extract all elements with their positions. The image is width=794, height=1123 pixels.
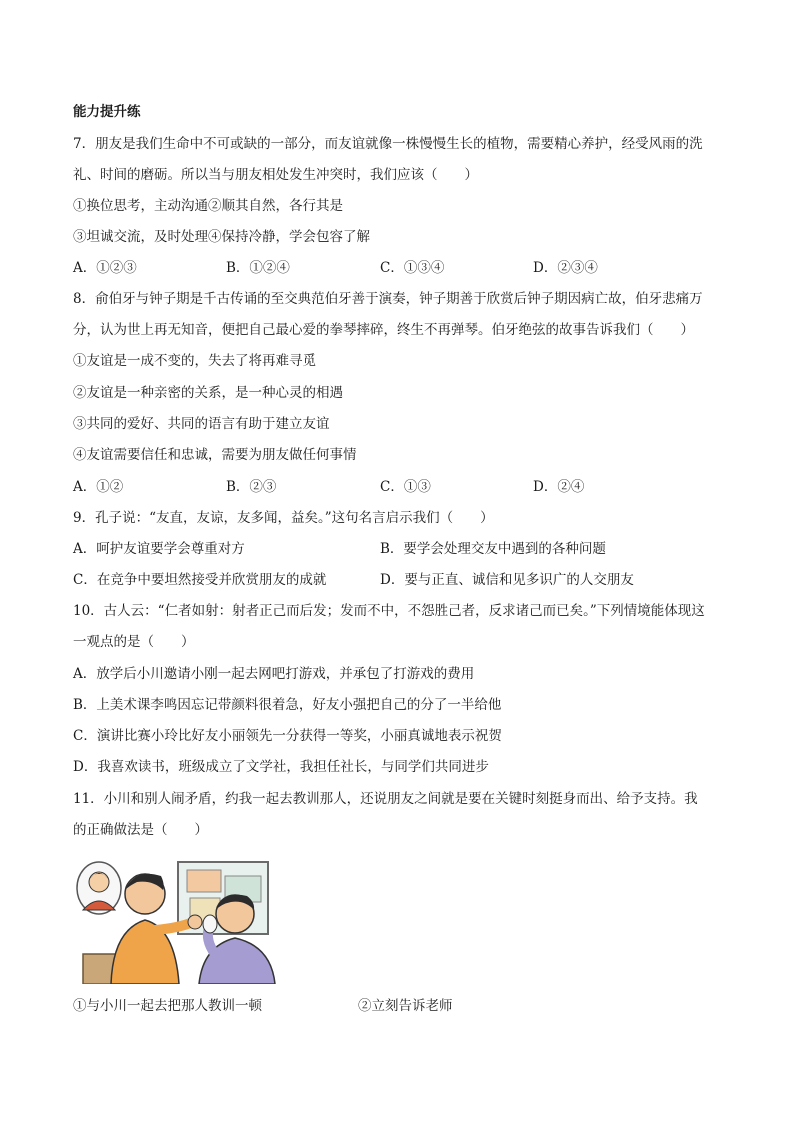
q11-item-1: ①与小川一起去把那人教训一顿 — [73, 998, 262, 1014]
q9-stem: 9．孔子说：“友直，友谅，友多闻，益矣。”这句名言启示我们（ ） — [73, 510, 494, 526]
q8-stem-line1: 8．俞伯牙与钟子期是千古传诵的至交典范伯牙善于演奏，钟子期善于欣赏后钟子期因病亡故，伯牙悲痛万 — [73, 291, 703, 307]
q10-stem-line1: 10．古人云：“仁者如射：射者正己而后发；发而不中，不怨胜己者，反求诸己而已矣。”下列情境能体现这 — [73, 603, 705, 619]
q10-option-a: A．放学后小川邀请小刚一起去网吧打游戏，并承包了打游戏的费用 — [73, 666, 475, 682]
q10-stem-line2: 一观点的是（ ） — [73, 634, 195, 650]
q8-item-4: ④友谊需要信任和忠诚，需要为朋友做任何事情 — [73, 447, 357, 463]
q7-option-c: C．①③④ — [380, 260, 445, 276]
q11-stem-line2: 的正确做法是（ ） — [73, 822, 208, 838]
section-title: 能力提升练 — [73, 104, 141, 120]
q7-option-d: D．②③④ — [533, 260, 598, 276]
q10-option-b: B．上美术课李鸣因忘记带颜料很着急，好友小强把自己的分了一半给他 — [73, 697, 502, 713]
q7-option-a: A．①②③ — [73, 260, 137, 276]
q9-option-a: A．呵护友谊要学会尊重对方 — [73, 541, 245, 557]
q8-option-c: C．①③ — [380, 479, 431, 495]
left-boy-arm — [155, 922, 193, 930]
q8-option-a: A．①② — [73, 479, 124, 495]
q8-item-1: ①友谊是一成不变的，失去了将再难寻觅 — [73, 353, 316, 369]
q7-item-line2: ③坦诚交流，及时处理④保持冷静，学会包容了解 — [73, 229, 370, 245]
q9-option-c: C．在竞争中要坦然接受并欣赏朋友的成就 — [73, 572, 327, 588]
q7-stem-line2: 礼、时间的磨砺。所以当与朋友相处发生冲突时，我们应该（ ） — [73, 167, 478, 183]
q7-stem-line1: 7．朋友是我们生命中不可或缺的一部分，而友谊就像一株慢慢生长的植物，需要精心养护，经受风雨的洗 — [73, 136, 703, 152]
q8-stem-line2: 分，认为世上再无知音，便把自己最心爱的拳琴摔碎，终生不再弹琴。伯牙绝弦的故事告诉我们（ ） — [73, 322, 694, 338]
q10-option-d: D．我喜欢读书，班级成立了文学社，我担任社长，与同学们共同进步 — [73, 759, 489, 775]
q11-stem-line1: 11．小川和别人闹矛盾，约我一起去教训那人，还说朋友之间就是要在关键时刻挺身而出、给予支持。我 — [73, 791, 698, 807]
q8-item-2: ②友谊是一种亲密的关系，是一种心灵的相遇 — [73, 385, 343, 401]
right-boy-hand — [203, 915, 217, 933]
q7-option-b: B．①②④ — [226, 260, 290, 276]
small-boy-face — [89, 872, 109, 892]
left-boy-hand — [188, 915, 202, 929]
q8-item-3: ③共同的爱好、共同的语言有助于建立友谊 — [73, 416, 330, 432]
board-note-1 — [187, 870, 221, 892]
q9-option-b: B．要学会处理交友中遇到的各种问题 — [380, 541, 606, 557]
q7-item-line1: ①换位思考，主动沟通②顺其自然，各行其是 — [73, 198, 343, 214]
q8-option-d: D．②④ — [533, 479, 585, 495]
q8-option-b: B．②③ — [226, 479, 277, 495]
q10-option-c: C．演讲比赛小玲比好友小丽领先一分获得一等奖，小丽真诚地表示祝贺 — [73, 728, 502, 744]
two-boys-illustration — [75, 858, 290, 984]
q11-item-2: ②立刻告诉老师 — [358, 998, 453, 1014]
q9-option-d: D．要与正直、诚信和见多识广的人交朋友 — [380, 572, 634, 588]
